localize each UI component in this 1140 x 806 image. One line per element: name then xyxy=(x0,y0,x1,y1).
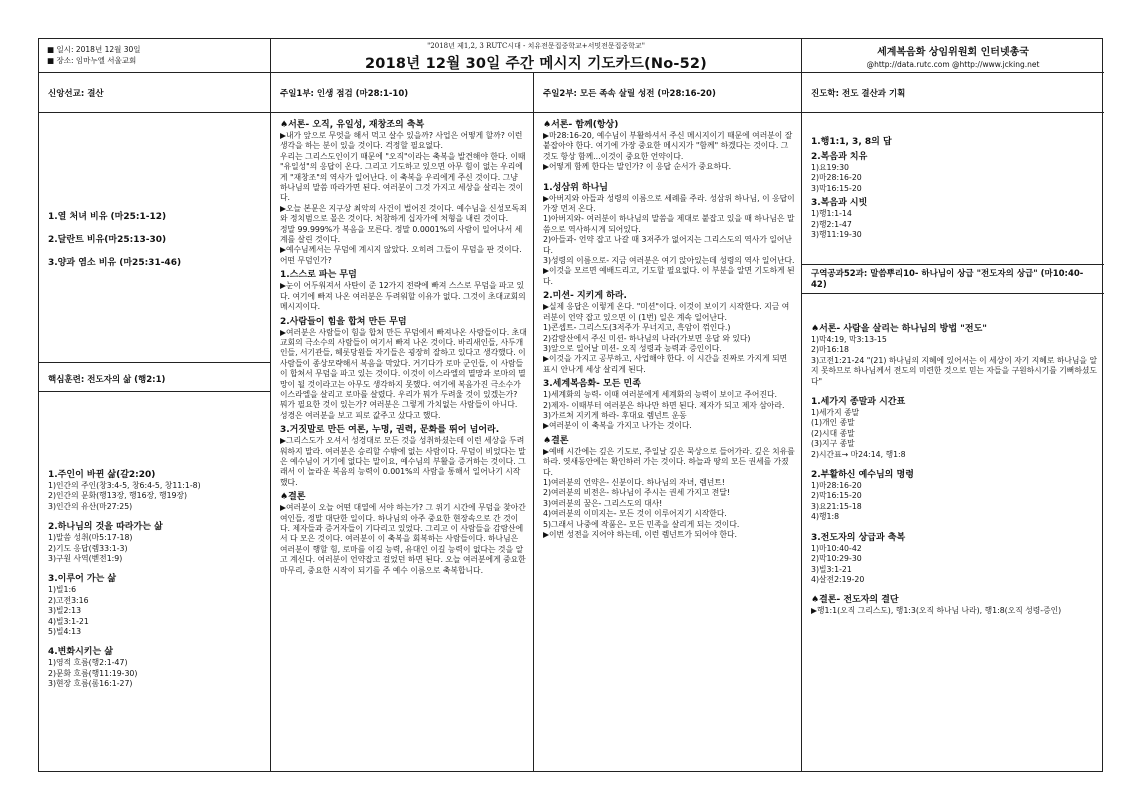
text-line: 3)여러분의 꿈은- 그리스도의 대사! xyxy=(543,498,663,508)
text-line: 1)마28:16-20 xyxy=(811,481,862,491)
text-line: 1)세계화의 능력- 이때 여러분에게 세계화의 능력이 보이고 주어진다. xyxy=(543,390,777,400)
section-heading: 2.부활하신 예수님의 명령 xyxy=(811,470,914,481)
text-line: 2)마28:16-20 xyxy=(811,173,862,183)
section-heading: 1.주인이 바뀐 삶(갈2:20) xyxy=(48,470,156,480)
text-line: 2)인간의 문화(행13장, 행16장, 행19장) xyxy=(48,491,188,501)
text-line: 1)영적 흐름(행2:1-47) xyxy=(48,658,128,668)
parable-item: 1.열 처녀 비유 (마25:1-12) xyxy=(48,212,167,222)
text-line: ▶이것을 가지고 공부하고, 사업해야 한다. 이 시간을 진짜로 가지게 되면 표시 안나게 세상 살리게 된다. xyxy=(543,354,788,374)
text-line xyxy=(811,523,1098,529)
text-line: 1)콘셉트- 그리스도(3저주가 무너지고, 흑암이 꺾인다.) xyxy=(543,323,731,333)
text-line xyxy=(811,387,1098,393)
text-line: 4)살전2:19-20 xyxy=(811,574,865,584)
text-line: (1)개인 종말 xyxy=(811,418,855,428)
core-training-heading: 핵심훈련: 전도자의 삶 (행2:1) xyxy=(39,363,270,392)
text-line: 우리는 그리스도인이기 때문에 "오직"이라는 축복을 발견해야 한다. 이때 "유일성"의 응답이 온다. 그리고 기도하고 있으면 아무 힘이 없는 우리에게 "재창조"의 역사가 일어난다. 이 축복을 우리에게 주신 것이다. 그냥 하나님의 말씀 따라가면 된다. 여러분이 그것 가지고 세상을 살리는 것이다. xyxy=(280,151,526,203)
text-line: 3)앞으로 일어날 미션- 오직 성령과 능력과 증인이다. xyxy=(543,343,722,353)
sermon-2-body xyxy=(534,113,801,771)
text-line xyxy=(543,173,795,179)
text-line: 2)시간표→ 마24:14, 행1:8 xyxy=(811,449,906,459)
text-line: ▶어떻게 함께 한다는 말인가? 이 응답 순서가 중요하다. xyxy=(543,162,732,172)
date-line: ■ 일시: 2018년 12월 30일 xyxy=(47,45,141,54)
text-line: 3)빌2:13 xyxy=(48,606,82,616)
text-line: 2)마16:18 xyxy=(811,345,850,355)
text-line: 2)막16:15-20 xyxy=(811,491,862,501)
text-line: 1)여러분의 언약은- 신분이다. 하나님의 자녀, 렘넌트! xyxy=(543,477,725,487)
text-line: 3)가르쳐 지키게 하라- 후대요 렘넌트 운동 xyxy=(543,410,687,420)
page-title: 2018년 12월 30일 주간 메시지 기도카드(No-52) xyxy=(365,56,707,72)
text-line: 2)감람산에서 주신 미션- 하나님의 나라(가보면 응답 와 있다) xyxy=(543,333,751,343)
text-line: ▶이것을 모르면 예배드리고, 기도할 필요없다. 이 부분을 알면 기도하게 된다. xyxy=(543,266,795,286)
text-line: 1)빌1:6 xyxy=(48,585,77,595)
column-sermon-2 xyxy=(534,73,802,771)
text-line: 4)빌3:1-21 xyxy=(48,616,89,626)
text-line: 1)말씀 성취(마5:17-18) xyxy=(48,533,133,543)
section-heading: 3.전도자의 상급과 축복 xyxy=(811,532,906,543)
cell-lesson-body xyxy=(802,294,1104,771)
column-heading: 신앙선교: 결산 xyxy=(39,73,270,113)
section-heading: ♠서론- 사람을 살리는 하나님의 방법 "전도" xyxy=(811,324,987,334)
text-line xyxy=(48,512,264,518)
text-line: ▶눈이 어두워져서 사탄이 준 12가지 전략에 빠져 스스로 무덤을 파고 있다. 여기에 빠져 나온 여러분은 두려워할 이유가 없다. 그것이 초대교회의 메시지이다. xyxy=(280,281,526,312)
parable-list xyxy=(48,211,181,280)
text-line: 2)문화 흐름(행11:19-30) xyxy=(48,668,138,678)
text-line: 1)행1:1-14 xyxy=(811,209,852,219)
section-heading: 4.변화시키는 삶 xyxy=(48,647,113,658)
column-faith-mission xyxy=(39,73,271,771)
text-line: 3)빌3:1-21 xyxy=(811,564,852,574)
text-line: 3)막16:15-20 xyxy=(811,183,862,193)
text-line: 1)막4:19, 막3:13-15 xyxy=(811,335,887,344)
text-line: 1)인간의 주인(창3:4-5, 창6:4-5, 창11:1-8) xyxy=(48,481,201,490)
text-line: 1)마10:40-42 xyxy=(811,543,862,553)
section-heading: 1.스스로 파는 무덤 xyxy=(280,270,357,281)
text-line: 3)요21:15-18 xyxy=(811,501,862,511)
column-heading: 주일1부: 인생 점검 (마28:1-10) xyxy=(271,73,533,113)
text-line xyxy=(811,585,1098,591)
org-name: 세계복음화 상임위원회 인터넷총국 xyxy=(877,47,1029,58)
text-line: ▶여러분이 오늘 어떤 대열에 서야 하는가? 그 위기 시간에 무덤을 찾아간 여인들, 정말 대단한 일이다. 하나님의 아주 중요한 현장속으로 간 것이다. 제자들과 증거자들이 기다리고 있었다. 그리고 이 사람들을 감람산에서 다 모은 것이다. 여러분이 이 축복을 회복하는 사람들이다. 하나님은 여러분이 행할 힘, 로마를 이길 능력, 유대인 이길 능력이 없다는 것을 알고 계신다. 여러분이 언약잡고 걸었던 하면 된다. 오늘 여러분에게 중요한 마무리, 중요한 시작이 되기를 주 예수 이름으로 축복합니다. xyxy=(280,503,526,575)
header-title-block xyxy=(271,39,802,73)
section-heading: ♠결론 xyxy=(280,492,306,503)
text-line: 4)행1:8 xyxy=(811,512,840,522)
section-heading: 2.하나님의 것을 따라가는 삶 xyxy=(48,522,163,533)
column-evangelism xyxy=(802,73,1104,771)
text-line: ▶마28:16-20, 예수님이 부활하셔서 주신 메시지이기 때문에 여러분이 잘 붙잡아야 한다. 여기에 가장 중요한 메시지가 "함께" 하겠다는 것이다. 그것도 항상 함께...이것이 중요한 언약이다. xyxy=(543,131,793,161)
parable-box xyxy=(39,113,270,363)
text-line: 5)그래서 나중에 작품은- 모든 민족을 살리게 되는 것이다. xyxy=(543,519,740,529)
text-line: 1)세가지 종말 xyxy=(811,408,860,418)
text-line: ▶내가 앞으로 무엇을 해서 먹고 살수 있을까? 사업은 어떻게 할까? 이런 생각을 하는 분이 있을 것이다. 걱정할 필요없다. xyxy=(280,131,523,151)
org-urls: @http://data.rutc.com @http://www.jcking.net xyxy=(866,60,1040,69)
text-line: ▶예수님께서는 무덤에 계시지 않았다. 오히려 그들이 무덤을 판 것이다. 어떤 무덤인가? xyxy=(280,245,522,265)
section-heading: ♠결론 xyxy=(543,435,569,446)
section-heading: 3.복음과 시빗 xyxy=(811,198,868,209)
section-heading: 3.이루어 가는 삶 xyxy=(48,574,117,585)
section-heading: 1.세가지 종말과 시간표 xyxy=(811,397,906,408)
text-line: 2)고전3:16 xyxy=(48,595,89,605)
text-line: 2)아들과- 언약 잡고 나갈 때 3저주가 없어지는 그리스도의 역사가 일어난다. xyxy=(543,235,792,255)
core-training-body xyxy=(39,392,270,771)
text-line: 정말 99.999%가 복음을 모른다. 정말 0.0001%의 사람이 일어나서 세계를 살린 것이다. xyxy=(280,224,523,245)
section-heading: 1.성삼위 하나님 xyxy=(543,182,608,193)
section-heading: ♠서론- 오직, 유일성, 재창조의 축복 xyxy=(280,120,425,130)
text-line: ▶여러분은 사람들이 힘을 합쳐 만든 무덤에서 빠져나온 사람들이다. 초대교회의 극소수의 사람들이 여기서 빠져 나온 것이다. 바리새인들, 사두개인들, 서기관들, 헤롯당원들 자기들은 굉장히 잘하고 있다고 생각했다. 이 사람들이 종상모략해서 복음을 막았다. 거기다가 로마 군인들, 이 사람들이 합쳐서 무덤을 파고 있는 것이다. 이것이 이스라엘의 멸망과 로마의 멸망이 될 것이라고는 아무도 생각하지 못했다. 여기에 복음가진 극소수가 이스라엘을 살리고 로마를 살렸다. 우리가 뭐가 두려울 것이 있겠는가? 뭐가 필요한 것이 있는가? 여러분은 그렇게 가치없는 사람들이 아니다. 성경은 여러분을 보고 피로 값주고 샀다고 했다. xyxy=(280,327,527,420)
evangelism-plan-body xyxy=(802,113,1104,265)
text-line: ▶여러분이 이 축복을 가지고 나가는 것이다. xyxy=(543,421,692,431)
section-heading: 2.미션- 지키게 하라. xyxy=(543,291,627,302)
section-heading: ♠결론- 전도자의 결단 xyxy=(811,595,899,606)
column-heading: 진도학: 전도 결산과 기획 xyxy=(802,73,1104,113)
text-line: 2)기도 응답(렘33:1-3) xyxy=(48,543,128,553)
text-line: ▶행1:1(오직 그리스도), 행1:3(오직 하나님 나라), 행1:8(오직 성령-증인) xyxy=(811,606,1062,616)
text-line: 1)아버지와- 여러분이 하나님의 말씀을 제대로 붙잡고 있을 때 하나님은 말씀으로 역사하시게 되어있다. xyxy=(543,214,795,234)
text-line: 2)여러분의 비전은- 하나님이 주시는 권세 가지고 전달! xyxy=(543,488,730,498)
text-line: 3)구원 사역(벧전1:9) xyxy=(48,554,123,564)
text-line: (3)지구 종말 xyxy=(811,439,855,449)
text-line: 3)성령의 이름으로- 지금 여러분은 여기 앉아있는데 성령의 역사 일어난다. xyxy=(543,256,795,266)
column-heading: 주일2부: 모든 족속 살릴 성전 (마28:16-20) xyxy=(534,73,801,113)
parable-item: 3.양과 염소 비유 (마25:31-46) xyxy=(48,258,182,268)
section-heading: 2.사람들이 힘을 합쳐 만든 무덤 xyxy=(280,316,407,327)
text-line: 2)행2:1-47 xyxy=(811,219,852,229)
text-line: ▶실제 응답은 이렇게 온다. "미션"이다. 이것이 보이기 시작한다. 지금 여러분이 언약 잡고 있으면 이 (1번) 일은 계속 일어난다. xyxy=(543,302,790,322)
text-line xyxy=(811,460,1098,466)
text-line: 5)빌4:13 xyxy=(48,627,82,637)
text-line: (2)시대 종말 xyxy=(811,428,855,438)
header-org xyxy=(802,39,1104,73)
text-line xyxy=(48,637,264,643)
text-line: ▶이번 성전을 지어야 하는데, 이런 렘넌트가 되어야 한다. xyxy=(543,530,737,539)
section-heading: 3.거짓말로 만든 여론, 누명, 권력, 문화를 뛰어 넘어라. xyxy=(280,425,500,436)
section-heading: 3.세계복음화- 모든 민족 xyxy=(543,379,641,390)
text-line: 2)제자- 이때부터 여러분은 하나만 하면 된다. 제자가 되고 제자 삼아라. xyxy=(543,400,785,410)
text-line: 3)인간의 유산(마27:25) xyxy=(48,501,133,511)
sermon-1-body xyxy=(271,113,533,771)
text-line: 3)현장 흐름(롬16:1-27) xyxy=(48,679,133,689)
text-line: ▶오늘 본문은 지구상 최악의 사건이 벌어진 것이다. 예수님을 신성모독죄와 정치범으로 몰은 것이다. 처참하게 십자가에 처형을 내린 것이다. xyxy=(280,203,527,224)
text-line: 3)행11:19-30 xyxy=(811,230,862,240)
section-heading: ♠서론- 함께(항상) xyxy=(543,120,619,130)
text-line: 4)여러분의 이미지는- 모든 것이 이루어지기 시작한다. xyxy=(543,509,727,519)
text-line xyxy=(48,564,264,570)
prayer-card-sheet xyxy=(38,38,1103,772)
text-line: 3)고전1:21-24 "(21) 하나님의 지혜에 있어서는 이 세상이 자기 지혜로 하나님을 알지 못하므로 하나님께서 전도의 미련한 것으로 믿는 자들을 구원하시기를 기뻐하셨도다" xyxy=(811,355,1097,386)
place-line: ■ 장소: 임마누엘 서울교회 xyxy=(47,56,137,65)
cell-lesson-heading: 구역공과52과: 말씀뿌리10- 하나님이 상급 "전도자의 상급" (마10:40-42) xyxy=(802,265,1104,294)
header-subtitle: "2018년 제1,2, 3 RUTC시대 - 치유전문집중학교+서밋전문집중학교" xyxy=(427,42,645,50)
text-line: ▶예배 시간에는 깊은 기도로, 주일날 깊은 묵상으로 들어가라. 깊은 치유를 하라. 엿새동안에는 확인하러 가는 것이다. 하늘과 땅의 모든 권세를 가졌다. xyxy=(543,446,795,477)
text-line: 2)막10:29-30 xyxy=(811,554,862,564)
parable-item: 2.달란트 비유(마25:13-30) xyxy=(48,235,167,245)
text-line: ▶아버지와 아들과 성령의 이름으로 세례를 주라. 성삼위 하나님, 이 응답이 가장 먼저 온다. xyxy=(543,193,795,214)
section-heading: 1.행1:1, 3, 8의 답 xyxy=(811,137,892,147)
header-info xyxy=(39,39,271,73)
text-line: ▶그리스도가 오셔서 성경대로 모든 것을 성취하셨는데 이런 세상을 두려워하지 말라. 여러분은 승리할 수밖에 없는 사람이다. 무덤이 비었다는 말은 예수님이 거기에 없다는 말이요, 예수님의 부활을 증거하는 것이다. 그래서 이 놀라운 복음의 능력이 0.001%의 사람을 통해서 일어나기 시작했다. xyxy=(280,436,526,487)
section-heading: 2.복음과 치유 xyxy=(811,152,868,162)
column-sermon-1 xyxy=(271,73,534,771)
text-line: 1)요19:30 xyxy=(811,163,850,172)
